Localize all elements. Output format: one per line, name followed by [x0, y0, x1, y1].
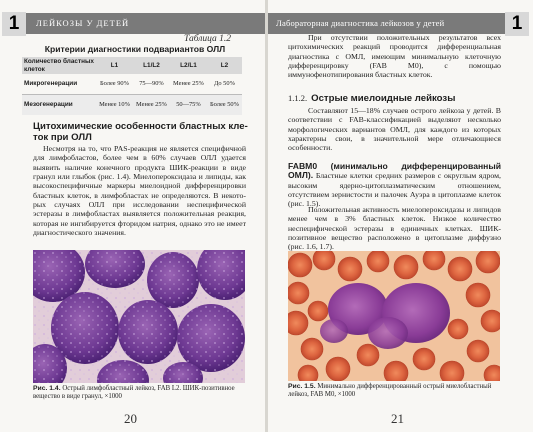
table-cell: До 50%	[207, 74, 242, 95]
table-cell: Менее 25%	[133, 95, 170, 116]
table-cell: Микрогенерации	[22, 74, 96, 95]
running-head: Лабораторная диагностика лейкозов у детей	[268, 13, 505, 34]
body-paragraph: Положительная активность миелопероксидазы и липидов менее чем в 3% бластных клеток. Низкое количество неспецифической эстеразы в единичных клетках. ШИК-позитивное вещество расположено в цитоплазме диффузно (рис. 1.6, 1.7).	[288, 205, 501, 252]
body-paragraph: Несмотря на то, что PAS-реакция не является специфичной для лимфобластов, более чем в 60% случаев ОЛЛ удается выявить наличие конечного продукта ШИК-реакции в виде гранул или глыбок (рис. 1.4). Миелопероксидаза и липиды, как высокоспецифичные маркеры миелоидной дифференцировки бластных клеток, в лимфобластах не определяются. В некоторых случаях ОЛЛ при исследовании неспецифической эстеразы в лимфобластах выявляется положительная реакция, которая не ингибируется фторидом натрия, однако это не имеет диагностического значения.	[33, 144, 246, 238]
micrograph-figure-1-5	[288, 251, 500, 381]
table-cell: Менее 10%	[96, 95, 133, 116]
caption-text: Острый лимфобластный лейкоз, FAB L2. ШИК-позитивное вещество в виде гранул, ×1000	[33, 385, 235, 401]
myeloblast-micrograph-image	[288, 251, 500, 381]
body-paragraph: При отсутствии положительных результатов всех цитохимических реакций проводится дифференциальная диагностика с ОМЛ, имеющим минимальную клеточную дифференцировку (FAB M0), с помощью иммунофенотипирования бластных клеток.	[288, 33, 501, 80]
left-page	[0, 0, 265, 432]
table-cell: Более 50%	[207, 95, 242, 116]
figure-caption	[33, 385, 245, 401]
figure-caption	[288, 383, 500, 399]
body-paragraph: Составляют 15—18% случаев острого лейкоза у детей. В соответствии с FAB-классификацией выделяют несколько морфологических вариантов ОМЛ, для каждого из которых характерны свои, в значительной мере отличающиеся особенности.	[288, 106, 501, 153]
chapter-number-tab: 1	[505, 12, 529, 36]
table-header-cell: Количество бластных клеток	[22, 57, 96, 74]
caption-label: Рис. 1.5.	[288, 383, 316, 390]
criteria-table	[22, 57, 242, 115]
chapter-number-tab: 1	[2, 12, 26, 36]
table-header-cell: L1/L2	[133, 57, 170, 74]
table-cell: 75—90%	[133, 74, 170, 95]
fab-m0-paragraph	[288, 162, 501, 209]
table-row	[22, 74, 242, 95]
table-title: Критерии диагностики подвариантов ОЛЛ	[44, 44, 226, 54]
table-header-cell: L2	[207, 57, 242, 74]
caption-text: Минимально дифференцированный острый миелобластный лейкоз, FAB M0, ×1000	[288, 383, 492, 399]
table-cell: Мезогенерации	[22, 95, 96, 116]
table-cell: Менее 25%	[170, 74, 207, 95]
fab-m0-text: Бластные клетки средних размеров с округлым ядром, высоким ядерно-цитоплазматическим отношением, отсутствием зернистости и палочек Ауэра в цитоплазме клеток (рис. 1.5).	[288, 171, 501, 209]
table-header-cell: L2/L1	[170, 57, 207, 74]
table-cell: 50—75%	[170, 95, 207, 116]
section-title: Острые миелоидные лейкозы	[311, 93, 456, 104]
table-row	[22, 95, 242, 116]
lymphoblast-micrograph-image	[33, 250, 245, 383]
page-number: 21	[391, 411, 404, 426]
section-number: 1.1.2.	[288, 93, 308, 103]
running-head: ЛЕЙКОЗЫ У ДЕТЕЙ	[26, 13, 265, 34]
section-heading: Цитохимические особенности бластных клеток при ОЛЛ	[33, 121, 248, 143]
fab-m0-title: FABM0 (минимально дифференцированный ОМЛ).	[288, 161, 501, 181]
section-heading	[288, 93, 501, 104]
table-header-row	[22, 57, 242, 74]
table-header-cell: L1	[96, 57, 133, 74]
caption-label: Рис. 1.4.	[33, 385, 61, 392]
page-number: 20	[124, 411, 137, 426]
table-cell: Более 90%	[96, 74, 133, 95]
micrograph-figure-1-4	[33, 250, 245, 383]
table-label: Таблица 1.2	[184, 34, 231, 44]
